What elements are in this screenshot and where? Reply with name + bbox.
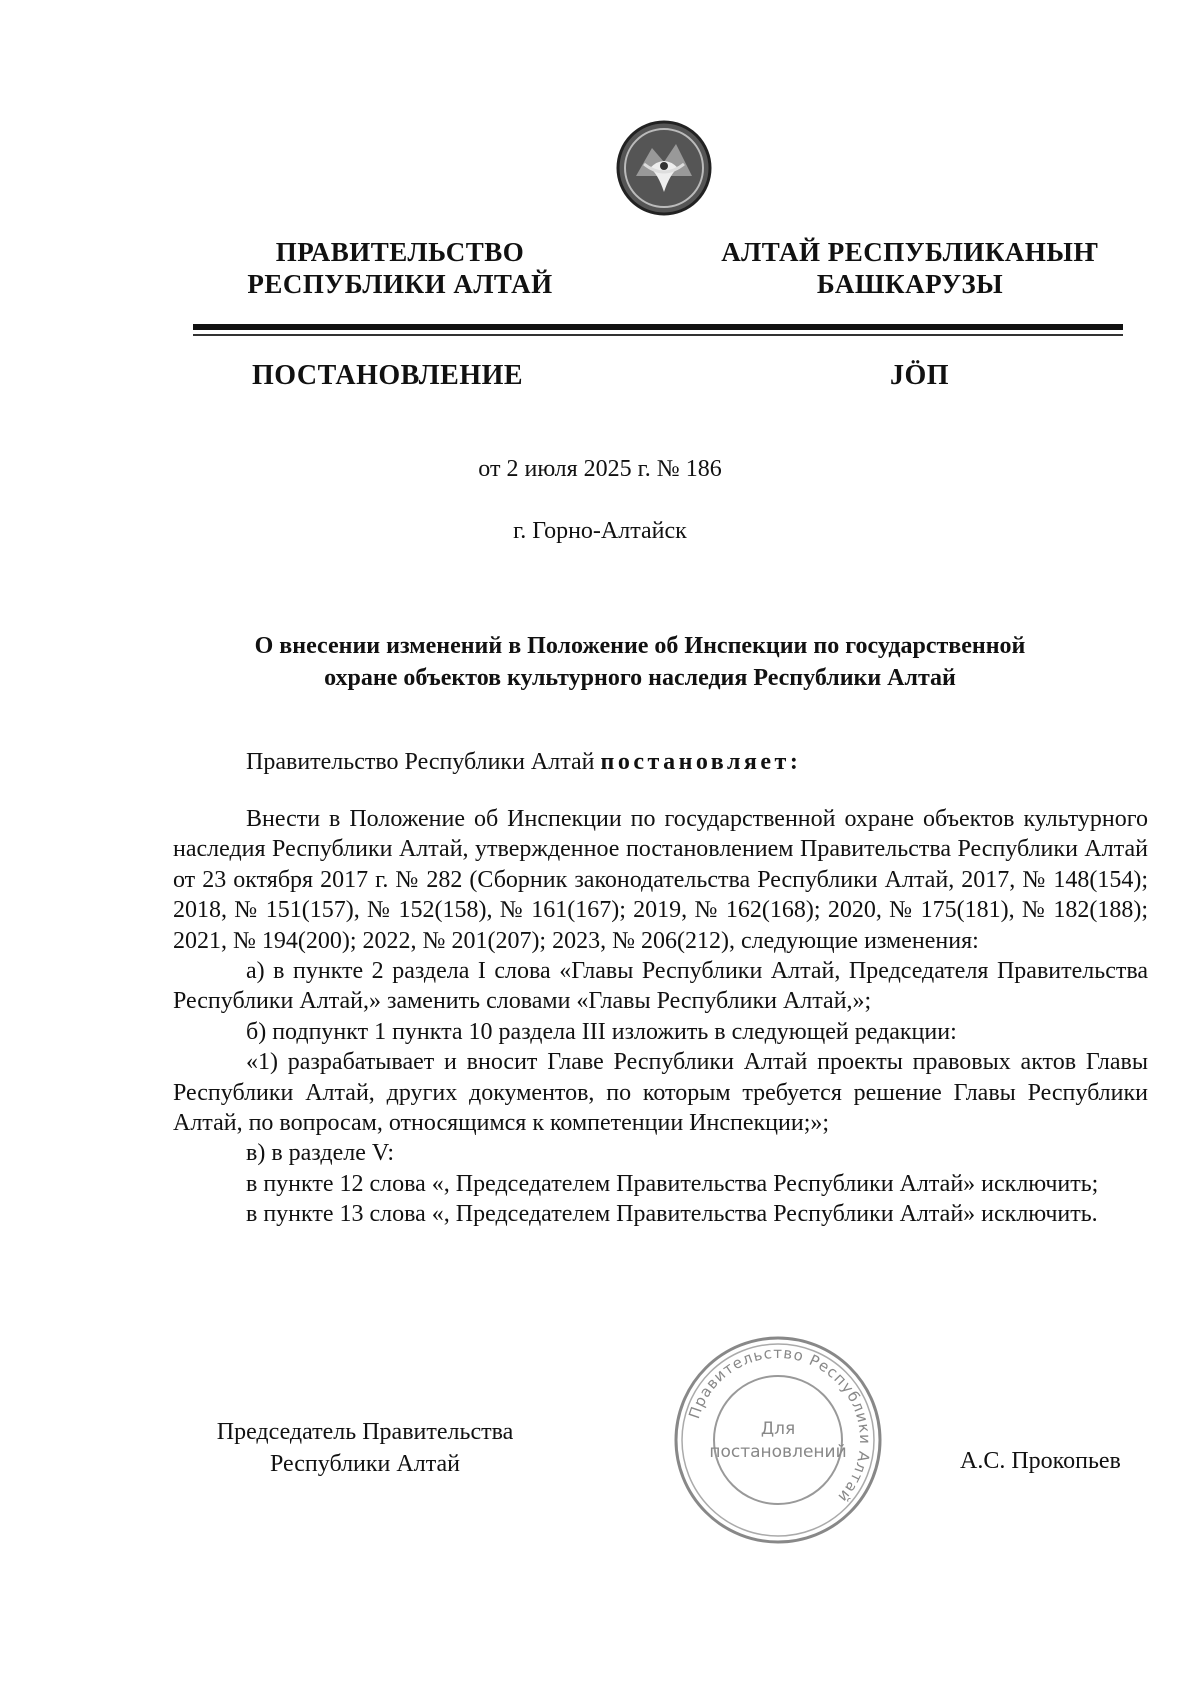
body-paragraph-b-quote: «1) разрабатывает и вносит Главе Республики Алтай проекты правовых актов Главы Республики Алтай, других документов, по которым требуется решение Главы Республики Алтай, по вопросам, относящимся к компетенции Инспекции;»;	[173, 1049, 1148, 1137]
body-paragraph-a: а) в пункте 2 раздела I слова «Главы Республики Алтай, Председателя Правительства Республики Алтай,» заменить словами «Главы Республики Алтай,»;	[173, 958, 1148, 1015]
signatory-name: А.С. Прокопьев	[960, 1448, 1121, 1474]
header-divider-thin	[193, 334, 1123, 336]
signatory-position-line1: Председатель Правительства	[216, 1419, 514, 1445]
document-body	[173, 804, 1148, 1230]
government-name-line2: РЕСПУБЛИКИ АЛТАЙ	[247, 269, 553, 299]
preamble-text: Правительство Республики Алтай	[246, 749, 601, 775]
document-title	[180, 630, 1100, 694]
stamp-center-line1: Для	[760, 1419, 796, 1439]
document-type-altai: JÖП	[890, 360, 950, 391]
body-paragraph-c-12: в пункте 12 слова «, Председателем Правительства Республики Алтай» исключить;	[246, 1170, 1099, 1197]
body-paragraph-c: в) в разделе V:	[246, 1140, 395, 1167]
official-stamp	[668, 1330, 888, 1550]
preamble	[173, 747, 1148, 777]
preamble-paragraph	[173, 747, 1148, 777]
stamp-center-line2: постановлений	[709, 1442, 847, 1462]
body-paragraph-b: б) подпункт 1 пункта 10 раздела III изложить в следующей редакции:	[246, 1018, 957, 1045]
preamble-verb: постановляет:	[600, 749, 802, 775]
government-name-altai-line2: БАШКАРУЗЫ	[816, 269, 1004, 299]
document-title-line2: охране объектов культурного наследия Республики Алтай	[324, 665, 956, 691]
government-name-altai-line1: АЛТАЙ РЕСПУБЛИКАНЫҤ	[721, 237, 1099, 267]
body-paragraph-main: Внести в Положение об Инспекции по государственной охране объектов культурного наследия Республики Алтай, утвержденное постановлением Правительства Республики Алтай от 23 октября 2017 г. № 282 (Сборник законодательства Республики Алтай, 2017, № 148(154); 2018, № 151(157), № 152(158), № 161(167); 2019, № 162(168); 2020, № 175(181), № 182(188); 2021, № 194(200); 2022, № 201(207); 2023, № 206(212), следующие изменения:	[173, 806, 1148, 954]
signatory-position-line2: Республики Алтай	[270, 1451, 460, 1477]
government-name-russian	[220, 236, 580, 300]
body-paragraph-c-13: в пункте 13 слова «, Председателем Правительства Республики Алтай» исключить.	[246, 1201, 1098, 1228]
document-title-line1: О внесении изменений в Положение об Инспекции по государственной	[254, 633, 1026, 659]
stamp-outer-text: Правительство Республики Алтай	[685, 1343, 875, 1507]
document-date-number: от 2 июля 2025 г. № 186	[478, 456, 722, 482]
document-type-russian: ПОСТАНОВЛЕНИЕ	[252, 360, 524, 391]
header-divider-thick	[193, 324, 1123, 330]
coat-of-arms-icon	[614, 118, 714, 218]
government-name-line1: ПРАВИТЕЛЬСТВО	[275, 237, 525, 267]
government-name-altai	[720, 236, 1100, 300]
document-city: г. Горно-Алтайск	[513, 518, 687, 544]
signatory-position	[180, 1416, 550, 1480]
